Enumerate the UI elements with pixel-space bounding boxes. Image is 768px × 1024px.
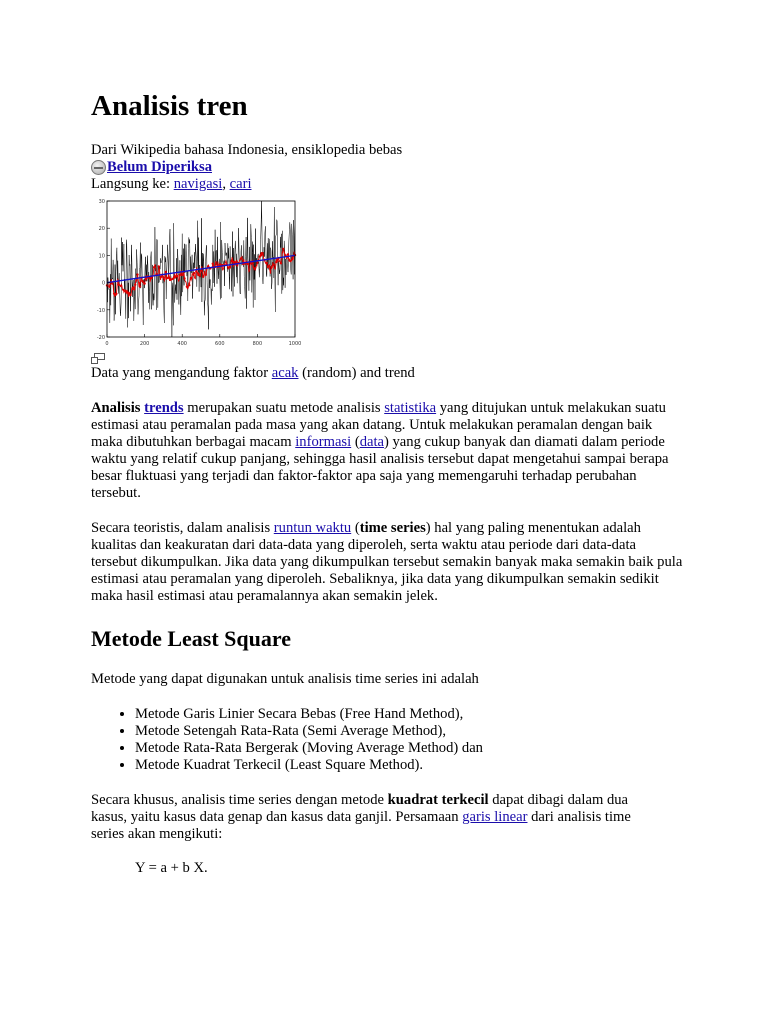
trends-link-label: trends xyxy=(144,400,184,416)
x-tick-label: 1000 xyxy=(288,341,302,347)
smoothed-point xyxy=(228,266,230,268)
x-tick-label: 400 xyxy=(177,341,187,347)
search-link[interactable]: cari xyxy=(229,176,252,192)
text: ) hal yang paling menentukan adalah kualitas dan keakuratan dari data-data yang diperoleh, serta waktu atau periode dari data-data tersebut dikumpulkan. Jika data yang dikumpulkan tersebut semakin banyak maka semakin baik pula estimasi atau peramalan yang diperoleh. Sebaliknya, jika data yang dikumpulkan semakin sedikit maka hasil estimasi atau peramalannya akan semakin jelek. xyxy=(91,520,683,604)
paragraph-methods-intro: Metode yang dapat digunakan untuk analisis time series ini adalah xyxy=(91,671,479,687)
statistika-link[interactable]: statistika xyxy=(384,400,437,416)
smoothed-point xyxy=(118,284,120,286)
smoothed-point xyxy=(282,248,284,250)
smoothed-point xyxy=(150,277,152,279)
formula: Y = a + b X. xyxy=(135,860,208,876)
text: dapat dibagi dalam dua kasus, yaitu kasus data genap dan kasus data ganjil. Persamaan xyxy=(91,792,629,825)
smoothed-point xyxy=(129,294,131,296)
smoothed-point xyxy=(289,260,291,262)
trends-link[interactable] xyxy=(144,400,183,416)
smoothed-point xyxy=(273,264,275,266)
text: Secara teoristis, dalam analisis xyxy=(91,520,274,536)
text: Secara khusus, analisis time series dengan metode xyxy=(91,792,388,808)
method-list xyxy=(91,706,691,774)
text: merupakan suatu metode analisis xyxy=(183,400,385,416)
nav-link[interactable]: navigasi xyxy=(173,176,223,192)
smoothed-point xyxy=(122,289,124,291)
smoothed-point xyxy=(113,293,115,295)
caption-text-end: (random) and trend xyxy=(298,365,415,381)
bold-term: time series xyxy=(359,520,426,536)
x-tick-label: 800 xyxy=(252,341,263,347)
smoothed-point xyxy=(240,257,242,259)
review-flag xyxy=(91,159,691,176)
smoothed-point xyxy=(172,278,174,280)
trend-chart xyxy=(91,195,303,350)
smoothed-point xyxy=(200,270,202,272)
smoothed-point xyxy=(141,280,143,282)
smoothed-point xyxy=(256,262,258,264)
list-item: • Metode Setengah Rata-Rata (Semi Average Method), xyxy=(135,723,691,740)
smoothed-point xyxy=(186,286,188,288)
page-title: Analisis tren xyxy=(91,90,248,122)
y-tick-label: 30 xyxy=(98,199,105,205)
smoothed-point xyxy=(158,265,160,267)
smoothed-point xyxy=(230,260,232,262)
smoothed-point xyxy=(275,261,277,263)
smoothed-point xyxy=(287,253,289,255)
jump-links xyxy=(91,176,691,193)
x-tick-label: 200 xyxy=(139,341,150,347)
text: ( xyxy=(351,434,360,450)
smoothed-point xyxy=(183,277,185,279)
smoothed-point xyxy=(205,274,207,276)
smoothed-point xyxy=(268,264,270,266)
smoothed-point xyxy=(202,276,204,278)
smoothed-point xyxy=(176,275,178,277)
x-tick-label: 0 xyxy=(105,341,109,347)
smoothed-point xyxy=(115,293,117,295)
smoothed-point xyxy=(270,267,272,269)
article xyxy=(91,88,691,877)
text: ( xyxy=(351,520,360,536)
smoothed-point xyxy=(108,286,110,288)
site-subtitle: Dari Wikipedia bahasa Indonesia, ensiklopedia bebas xyxy=(91,142,403,158)
smoothed-point xyxy=(292,258,294,260)
smoothed-point xyxy=(197,274,199,276)
smoothed-point xyxy=(181,274,183,276)
unreviewed-link[interactable]: Belum Diperiksa xyxy=(107,159,212,175)
magnify-icon[interactable] xyxy=(91,353,105,364)
y-tick-label: 20 xyxy=(98,226,105,233)
x-tick-label: 600 xyxy=(215,341,225,347)
caption-text: Data yang mengandung faktor xyxy=(91,365,272,381)
figure-caption xyxy=(91,365,691,382)
paragraph-theory xyxy=(91,520,683,605)
smoothed-point xyxy=(254,267,256,269)
y-tick-label: -20 xyxy=(96,335,105,341)
smoothed-point xyxy=(143,282,145,284)
smoothed-point xyxy=(127,292,129,294)
smoothed-point xyxy=(136,273,138,275)
smoothed-point xyxy=(125,290,127,292)
smoothed-point xyxy=(174,276,176,278)
smoothed-point xyxy=(235,261,237,263)
list-item: • Metode Rata-Rata Bergerak (Moving Average Method) dan xyxy=(135,740,691,757)
smoothed-point xyxy=(261,252,263,254)
smoothed-point xyxy=(120,285,122,287)
list-item: • Metode Kuadrat Terkecil (Least Square Method). xyxy=(135,757,691,774)
acak-link[interactable]: acak xyxy=(271,365,299,381)
smoothed-point xyxy=(259,255,261,257)
smoothed-point xyxy=(195,270,197,272)
y-tick-label: 10 xyxy=(98,253,105,260)
y-tick-label: -10 xyxy=(96,307,105,314)
smoothed-point xyxy=(233,261,235,263)
smoothed-point xyxy=(165,271,167,273)
smoothed-point xyxy=(162,277,164,279)
bold-term: kuadrat terkecil xyxy=(387,792,489,808)
data-link[interactable]: data xyxy=(359,434,384,450)
smoothed-point xyxy=(212,263,214,265)
smoothed-point xyxy=(280,262,282,264)
smoothed-point xyxy=(132,288,134,290)
unreviewed-icon xyxy=(91,160,106,175)
paragraph-least-square xyxy=(91,792,661,843)
smoothed-point xyxy=(134,284,136,286)
text: ) yang cukup banyak dan diamati dalam periode waktu yang relatif cukup panjang, sehingga hasil analisis tersebut dapat mengetahui sampai berapa besar fluktuasi yang terjadi dan faktor-faktor apa saja yang memengaruhi terhadap perubahan tersebut. xyxy=(91,434,669,501)
smoothed-point xyxy=(193,272,195,274)
section-heading: Metode Least Square xyxy=(91,626,292,651)
smoothed-point xyxy=(179,274,181,276)
y-tick-label: 0 xyxy=(101,280,105,287)
smoothed-point xyxy=(266,262,268,264)
smoothed-point xyxy=(153,266,155,268)
smoothed-point xyxy=(247,263,249,265)
bold-term: Analisis xyxy=(91,400,141,416)
list-item: • Metode Garis Linier Secara Bebas (Free Hand Method), xyxy=(135,706,691,723)
garis-linear-link[interactable]: garis linear xyxy=(462,809,528,825)
smoothed-point xyxy=(169,279,171,281)
informasi-link[interactable]: informasi xyxy=(295,434,352,450)
text: dari analisis time series akan mengikuti: xyxy=(91,809,631,842)
text: yang ditujukan untuk melakukan suatu estimasi atau peramalan pada masa yang akan datang. Untuk melakukan peramalan dengan baik maka dibutuhkan berbagai macam xyxy=(91,400,666,450)
jump-separator: , xyxy=(222,176,230,192)
trend-figure[interactable] xyxy=(91,195,303,350)
smoothed-point xyxy=(190,277,192,279)
smoothed-point xyxy=(160,276,162,278)
paragraph-intro xyxy=(91,400,683,502)
jump-prefix: Langsung ke: xyxy=(91,176,174,192)
runtun-waktu-link[interactable]: runtun waktu xyxy=(273,520,352,536)
smoothed-point xyxy=(188,284,190,286)
smoothed-point xyxy=(139,285,141,287)
smoothed-point xyxy=(252,262,254,264)
smoothed-point xyxy=(167,277,169,279)
